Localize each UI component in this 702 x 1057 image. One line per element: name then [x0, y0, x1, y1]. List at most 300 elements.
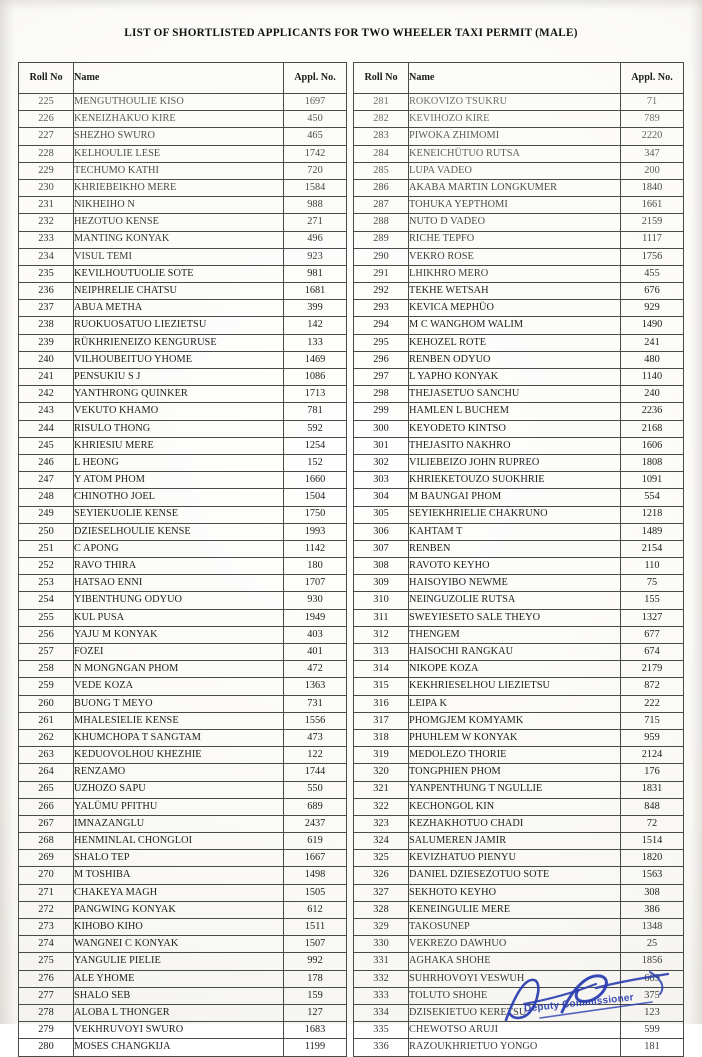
cell-appl-no: 122 — [284, 747, 347, 764]
table-row — [19, 162, 347, 179]
table-row — [354, 558, 684, 575]
cell-name: MANTING KONYAK — [74, 231, 284, 248]
table-row — [354, 919, 684, 936]
cell-name: SEYIEKHRIELIE CHAKRUNO — [409, 506, 621, 523]
cell-name: HEZOTUO KENSE — [74, 214, 284, 231]
table-row — [19, 1004, 347, 1021]
cell-name: SHALO TEP — [74, 850, 284, 867]
cell-appl-no: 1563 — [621, 867, 684, 884]
cell-roll-no: 269 — [19, 850, 74, 867]
cell-roll-no: 262 — [19, 729, 74, 746]
cell-roll-no: 281 — [354, 94, 409, 111]
cell-appl-no: 1820 — [621, 850, 684, 867]
table-row — [19, 901, 347, 918]
cell-name: MENGUTHOULIE KISO — [74, 94, 284, 111]
table-row — [354, 850, 684, 867]
cell-name: WANGNEI C KONYAK — [74, 936, 284, 953]
cell-appl-no: 241 — [621, 334, 684, 351]
cell-name: KIHOBO KIHO — [74, 919, 284, 936]
cell-name: RAVO THIRA — [74, 558, 284, 575]
cell-appl-no: 386 — [621, 901, 684, 918]
table-row — [354, 609, 684, 626]
cell-appl-no: 1507 — [284, 936, 347, 953]
cell-appl-no: 959 — [621, 729, 684, 746]
cell-appl-no: 2437 — [284, 815, 347, 832]
table-row — [354, 248, 684, 265]
cell-name: KENEICHÜTUO RUTSA — [409, 145, 621, 162]
cell-appl-no: 465 — [284, 128, 347, 145]
cell-name: KEVILHOUTUOLIE SOTE — [74, 265, 284, 282]
cell-name: KECHONGOL KIN — [409, 798, 621, 815]
table-row — [354, 506, 684, 523]
cell-name: NIKOPE KOZA — [409, 661, 621, 678]
table-row — [354, 540, 684, 557]
cell-roll-no: 303 — [354, 472, 409, 489]
table-row — [19, 472, 347, 489]
cell-appl-no: 1744 — [284, 764, 347, 781]
cell-appl-no: 619 — [284, 833, 347, 850]
cell-appl-no: 450 — [284, 111, 347, 128]
cell-appl-no: 1218 — [621, 506, 684, 523]
cell-name: NEIPHRELIE CHATSU — [74, 283, 284, 300]
cell-roll-no: 293 — [354, 300, 409, 317]
header-row — [19, 63, 347, 94]
cell-appl-no: 200 — [621, 162, 684, 179]
table-row — [354, 523, 684, 540]
cell-appl-no: 599 — [621, 1022, 684, 1039]
cell-appl-no: 496 — [284, 231, 347, 248]
table-row — [19, 558, 347, 575]
cell-name: DANIEL DZIESEZOTUO SOTE — [409, 867, 621, 884]
cell-name: HATSAO ENNI — [74, 575, 284, 592]
cell-name: N MONGNGAN PHOM — [74, 661, 284, 678]
cell-appl-no: 1993 — [284, 523, 347, 540]
cell-name: YANTHRONG QUINKER — [74, 386, 284, 403]
cell-appl-no: 1556 — [284, 712, 347, 729]
cell-name: NIKHEIHO N — [74, 197, 284, 214]
cell-appl-no: 110 — [621, 558, 684, 575]
cell-appl-no: 677 — [621, 626, 684, 643]
table-row — [354, 300, 684, 317]
cell-appl-no: 592 — [284, 420, 347, 437]
cell-roll-no: 306 — [354, 523, 409, 540]
cell-appl-no: 872 — [621, 678, 684, 695]
cell-name: YALÜMU PFITHU — [74, 798, 284, 815]
cell-name: VEKUTO KHAMO — [74, 403, 284, 420]
cell-roll-no: 236 — [19, 283, 74, 300]
cell-appl-no: 1504 — [284, 489, 347, 506]
cell-appl-no: 159 — [284, 987, 347, 1004]
cell-name: VEDE KOZA — [74, 678, 284, 695]
cell-roll-no: 305 — [354, 506, 409, 523]
cell-name: KUL PUSA — [74, 609, 284, 626]
cell-roll-no: 329 — [354, 919, 409, 936]
table-row — [19, 936, 347, 953]
table-row — [19, 437, 347, 454]
cell-appl-no: 155 — [621, 592, 684, 609]
table-row — [19, 506, 347, 523]
table-row — [354, 403, 684, 420]
table-row — [19, 369, 347, 386]
cell-roll-no: 313 — [354, 644, 409, 661]
table-row — [19, 815, 347, 832]
applicants-table-right — [353, 62, 684, 1057]
cell-roll-no: 317 — [354, 712, 409, 729]
table-row — [354, 781, 684, 798]
cell-name: KEHOZEL ROTE — [409, 334, 621, 351]
cell-appl-no: 455 — [621, 265, 684, 282]
cell-appl-no: 181 — [621, 1039, 684, 1056]
table-row — [354, 454, 684, 471]
table-row — [354, 1004, 684, 1021]
cell-name: KEDUOVOLHOU KHEZHIE — [74, 747, 284, 764]
table-row — [19, 626, 347, 643]
table-row — [19, 970, 347, 987]
table-row — [19, 867, 347, 884]
cell-roll-no: 285 — [354, 162, 409, 179]
cell-name: KEVICA MEPHÜO — [409, 300, 621, 317]
table-row — [354, 317, 684, 334]
table-row — [354, 145, 684, 162]
table-row — [19, 300, 347, 317]
table-row — [354, 815, 684, 832]
cell-appl-no: 176 — [621, 764, 684, 781]
cell-name: KAHTAM T — [409, 523, 621, 540]
cell-roll-no: 302 — [354, 454, 409, 471]
cell-name: MEDOLEZO THORIE — [409, 747, 621, 764]
cell-name: TOHUKA YEPTHOMI — [409, 197, 621, 214]
cell-roll-no: 245 — [19, 437, 74, 454]
cell-appl-no: 25 — [621, 936, 684, 953]
table-row — [19, 833, 347, 850]
table-body-left — [19, 94, 347, 1057]
cell-appl-no: 2168 — [621, 420, 684, 437]
cell-roll-no: 258 — [19, 661, 74, 678]
cell-name: ABUA METHA — [74, 300, 284, 317]
cell-name: KEVIZHATUO PIENYU — [409, 850, 621, 867]
cell-roll-no: 322 — [354, 798, 409, 815]
cell-roll-no: 232 — [19, 214, 74, 231]
cell-name: SHALO SEB — [74, 987, 284, 1004]
cell-name: SUHRHOVOYI VESWUH — [409, 970, 621, 987]
cell-appl-no: 720 — [284, 162, 347, 179]
cell-roll-no: 268 — [19, 833, 74, 850]
cell-appl-no: 240 — [621, 386, 684, 403]
cell-roll-no: 297 — [354, 369, 409, 386]
cell-appl-no: 399 — [284, 300, 347, 317]
cell-roll-no: 230 — [19, 179, 74, 196]
cell-roll-no: 291 — [354, 265, 409, 282]
cell-appl-no: 1091 — [621, 472, 684, 489]
cell-name: TOLUTO SHOHE — [409, 987, 621, 1004]
table-row — [19, 609, 347, 626]
cell-appl-no: 2159 — [621, 214, 684, 231]
cell-appl-no: 1713 — [284, 386, 347, 403]
column-header-name: Name — [409, 63, 621, 94]
table-row — [19, 351, 347, 368]
table-row — [19, 953, 347, 970]
cell-name: RAZOUKHRIETUO YONGO — [409, 1039, 621, 1056]
cell-name: FOZEI — [74, 644, 284, 661]
cell-roll-no: 319 — [354, 747, 409, 764]
cell-name: HAISOYIBO NEWME — [409, 575, 621, 592]
table-row — [354, 884, 684, 901]
cell-name: PIWOKA ZHIMOMI — [409, 128, 621, 145]
cell-appl-no: 1697 — [284, 94, 347, 111]
table-row — [19, 592, 347, 609]
table-row — [354, 265, 684, 282]
cell-appl-no: 473 — [284, 729, 347, 746]
cell-roll-no: 330 — [354, 936, 409, 953]
cell-appl-no: 2236 — [621, 403, 684, 420]
cell-roll-no: 289 — [354, 231, 409, 248]
table-row — [19, 919, 347, 936]
table-row — [19, 747, 347, 764]
page-title: LIST OF SHORTLISTED APPLICANTS FOR TWO WHEELER TAXI PERMIT (MALE) — [124, 27, 578, 39]
cell-name: YANPENTHUNG T NGULLIE — [409, 781, 621, 798]
cell-appl-no: 992 — [284, 953, 347, 970]
table-row — [354, 369, 684, 386]
cell-name: M C WANGHOM WALIM — [409, 317, 621, 334]
table-row — [354, 437, 684, 454]
cell-appl-no: 1490 — [621, 317, 684, 334]
cell-roll-no: 276 — [19, 970, 74, 987]
cell-roll-no: 332 — [354, 970, 409, 987]
cell-name: YIBENTHUNG ODYUO — [74, 592, 284, 609]
cell-name: DZISEKIETUO KERETSU — [409, 1004, 621, 1021]
cell-roll-no: 304 — [354, 489, 409, 506]
cell-roll-no: 326 — [354, 867, 409, 884]
table-row — [19, 248, 347, 265]
cell-name: HENMINLAL CHONGLOI — [74, 833, 284, 850]
table-row — [19, 884, 347, 901]
table-row — [19, 575, 347, 592]
cell-roll-no: 244 — [19, 420, 74, 437]
cell-name: C APONG — [74, 540, 284, 557]
cell-roll-no: 310 — [354, 592, 409, 609]
cell-roll-no: 273 — [19, 919, 74, 936]
table-row — [354, 231, 684, 248]
cell-roll-no: 311 — [354, 609, 409, 626]
cell-name: TEKHE WETSAH — [409, 283, 621, 300]
cell-name: AGHAKA SHOHE — [409, 953, 621, 970]
table-row — [354, 283, 684, 300]
cell-roll-no: 247 — [19, 472, 74, 489]
cell-appl-no: 923 — [284, 248, 347, 265]
cell-name: ROKOVIZO TSUKRU — [409, 94, 621, 111]
cell-appl-no: 1949 — [284, 609, 347, 626]
cell-roll-no: 264 — [19, 764, 74, 781]
cell-name: SWEYIESETO SALE THEYO — [409, 609, 621, 626]
cell-name: KHUMCHOPA T SANGTAM — [74, 729, 284, 746]
cell-name: VEKREZO DAWHUO — [409, 936, 621, 953]
table-row — [354, 420, 684, 437]
table-row — [354, 1039, 684, 1056]
cell-appl-no: 669 — [621, 970, 684, 987]
cell-appl-no: 674 — [621, 644, 684, 661]
applicants-table-left — [18, 62, 347, 1057]
column-header-name: Name — [74, 63, 284, 94]
cell-name: VEKRO ROSE — [409, 248, 621, 265]
cell-name: PHOMGJEM KOMYAMK — [409, 712, 621, 729]
cell-name: RENBEN ODYUO — [409, 351, 621, 368]
table-row — [354, 214, 684, 231]
cell-appl-no: 480 — [621, 351, 684, 368]
table-row — [354, 729, 684, 746]
cell-appl-no: 550 — [284, 781, 347, 798]
table-row — [354, 644, 684, 661]
cell-name: RENBEN — [409, 540, 621, 557]
cell-name: L YAPHO KONYAK — [409, 369, 621, 386]
cell-roll-no: 271 — [19, 884, 74, 901]
cell-roll-no: 274 — [19, 936, 74, 953]
cell-appl-no: 403 — [284, 626, 347, 643]
cell-appl-no: 2124 — [621, 747, 684, 764]
scan-edge-left — [0, 0, 14, 1024]
cell-roll-no: 327 — [354, 884, 409, 901]
cell-roll-no: 254 — [19, 592, 74, 609]
cell-roll-no: 331 — [354, 953, 409, 970]
cell-roll-no: 234 — [19, 248, 74, 265]
cell-appl-no: 988 — [284, 197, 347, 214]
table-row — [19, 850, 347, 867]
cell-name: RUOKUOSATUO LIEZIETSU — [74, 317, 284, 334]
cell-appl-no: 271 — [284, 214, 347, 231]
cell-appl-no: 689 — [284, 798, 347, 815]
table-row — [19, 1022, 347, 1039]
cell-name: KHRIESIU MERE — [74, 437, 284, 454]
cell-name: DZIESELHOULIE KENSE — [74, 523, 284, 540]
cell-appl-no: 2154 — [621, 540, 684, 557]
cell-roll-no: 325 — [354, 850, 409, 867]
cell-name: TONGPHIEN PHOM — [409, 764, 621, 781]
cell-roll-no: 229 — [19, 162, 74, 179]
table-row — [19, 265, 347, 282]
cell-roll-no: 296 — [354, 351, 409, 368]
cell-roll-no: 275 — [19, 953, 74, 970]
cell-name: CHEWOTSO ARUJI — [409, 1022, 621, 1039]
cell-name: TECHUMO KATHI — [74, 162, 284, 179]
column-header-appl-no: Appl. No. — [621, 63, 684, 94]
cell-appl-no: 848 — [621, 798, 684, 815]
table-row — [19, 179, 347, 196]
table-row — [354, 833, 684, 850]
cell-appl-no: 1750 — [284, 506, 347, 523]
table-row — [19, 678, 347, 695]
cell-roll-no: 328 — [354, 901, 409, 918]
cell-roll-no: 249 — [19, 506, 74, 523]
cell-name: L HEONG — [74, 454, 284, 471]
cell-name: KHRIEBEIKHO MERE — [74, 179, 284, 196]
cell-roll-no: 235 — [19, 265, 74, 282]
cell-name: HAISOCHI RANGKAU — [409, 644, 621, 661]
cell-appl-no: 1756 — [621, 248, 684, 265]
table-row — [354, 970, 684, 987]
table-row — [19, 283, 347, 300]
column-header-roll-no: Roll No — [19, 63, 74, 94]
cell-appl-no: 1856 — [621, 953, 684, 970]
table-row — [354, 867, 684, 884]
table-row — [19, 781, 347, 798]
cell-appl-no: 152 — [284, 454, 347, 471]
cell-name: LUPA VADEO — [409, 162, 621, 179]
cell-roll-no: 314 — [354, 661, 409, 678]
table-row — [354, 626, 684, 643]
cell-appl-no: 1254 — [284, 437, 347, 454]
cell-roll-no: 226 — [19, 111, 74, 128]
cell-name: M TOSHIBA — [74, 867, 284, 884]
cell-appl-no: 1117 — [621, 231, 684, 248]
cell-appl-no: 401 — [284, 644, 347, 661]
table-row — [19, 454, 347, 471]
table-row — [354, 592, 684, 609]
column-header-roll-no: Roll No — [354, 63, 409, 94]
cell-roll-no: 280 — [19, 1039, 74, 1056]
cell-name: KEKHRIESELHOU LIEZIETSU — [409, 678, 621, 695]
cell-roll-no: 277 — [19, 987, 74, 1004]
cell-name: SHEZHO SWURO — [74, 128, 284, 145]
cell-appl-no: 472 — [284, 661, 347, 678]
table-row — [19, 695, 347, 712]
cell-roll-no: 227 — [19, 128, 74, 145]
cell-roll-no: 316 — [354, 695, 409, 712]
cell-name: LHIKHRO MERO — [409, 265, 621, 282]
cell-roll-no: 270 — [19, 867, 74, 884]
table-row — [19, 644, 347, 661]
cell-roll-no: 259 — [19, 678, 74, 695]
cell-appl-no: 1808 — [621, 454, 684, 471]
table-row — [354, 351, 684, 368]
cell-appl-no: 1505 — [284, 884, 347, 901]
cell-appl-no: 1498 — [284, 867, 347, 884]
cell-roll-no: 286 — [354, 179, 409, 196]
cell-roll-no: 288 — [354, 214, 409, 231]
cell-name: TAKOSUNEP — [409, 919, 621, 936]
cell-appl-no: 789 — [621, 111, 684, 128]
table-row — [19, 334, 347, 351]
cell-name: RICHE TEPFO — [409, 231, 621, 248]
table-row — [354, 798, 684, 815]
cell-roll-no: 301 — [354, 437, 409, 454]
cell-appl-no: 1199 — [284, 1039, 347, 1056]
cell-name: RAVOTO KEYHO — [409, 558, 621, 575]
cell-appl-no: 731 — [284, 695, 347, 712]
cell-roll-no: 265 — [19, 781, 74, 798]
cell-roll-no: 267 — [19, 815, 74, 832]
cell-appl-no: 1469 — [284, 351, 347, 368]
cell-appl-no: 1584 — [284, 179, 347, 196]
table-row — [354, 162, 684, 179]
cell-name: SALUMEREN JAMIR — [409, 833, 621, 850]
cell-appl-no: 1840 — [621, 179, 684, 196]
table-row — [19, 197, 347, 214]
cell-appl-no: 1348 — [621, 919, 684, 936]
table-row — [19, 1039, 347, 1056]
table-row — [354, 901, 684, 918]
cell-roll-no: 241 — [19, 369, 74, 386]
cell-appl-no: 308 — [621, 884, 684, 901]
table-row — [19, 94, 347, 111]
cell-appl-no: 1660 — [284, 472, 347, 489]
scan-edge-top — [0, 0, 702, 10]
cell-appl-no: 612 — [284, 901, 347, 918]
cell-roll-no: 309 — [354, 575, 409, 592]
cell-roll-no: 252 — [19, 558, 74, 575]
cell-roll-no: 335 — [354, 1022, 409, 1039]
table-row — [354, 489, 684, 506]
cell-roll-no: 238 — [19, 317, 74, 334]
cell-roll-no: 266 — [19, 798, 74, 815]
